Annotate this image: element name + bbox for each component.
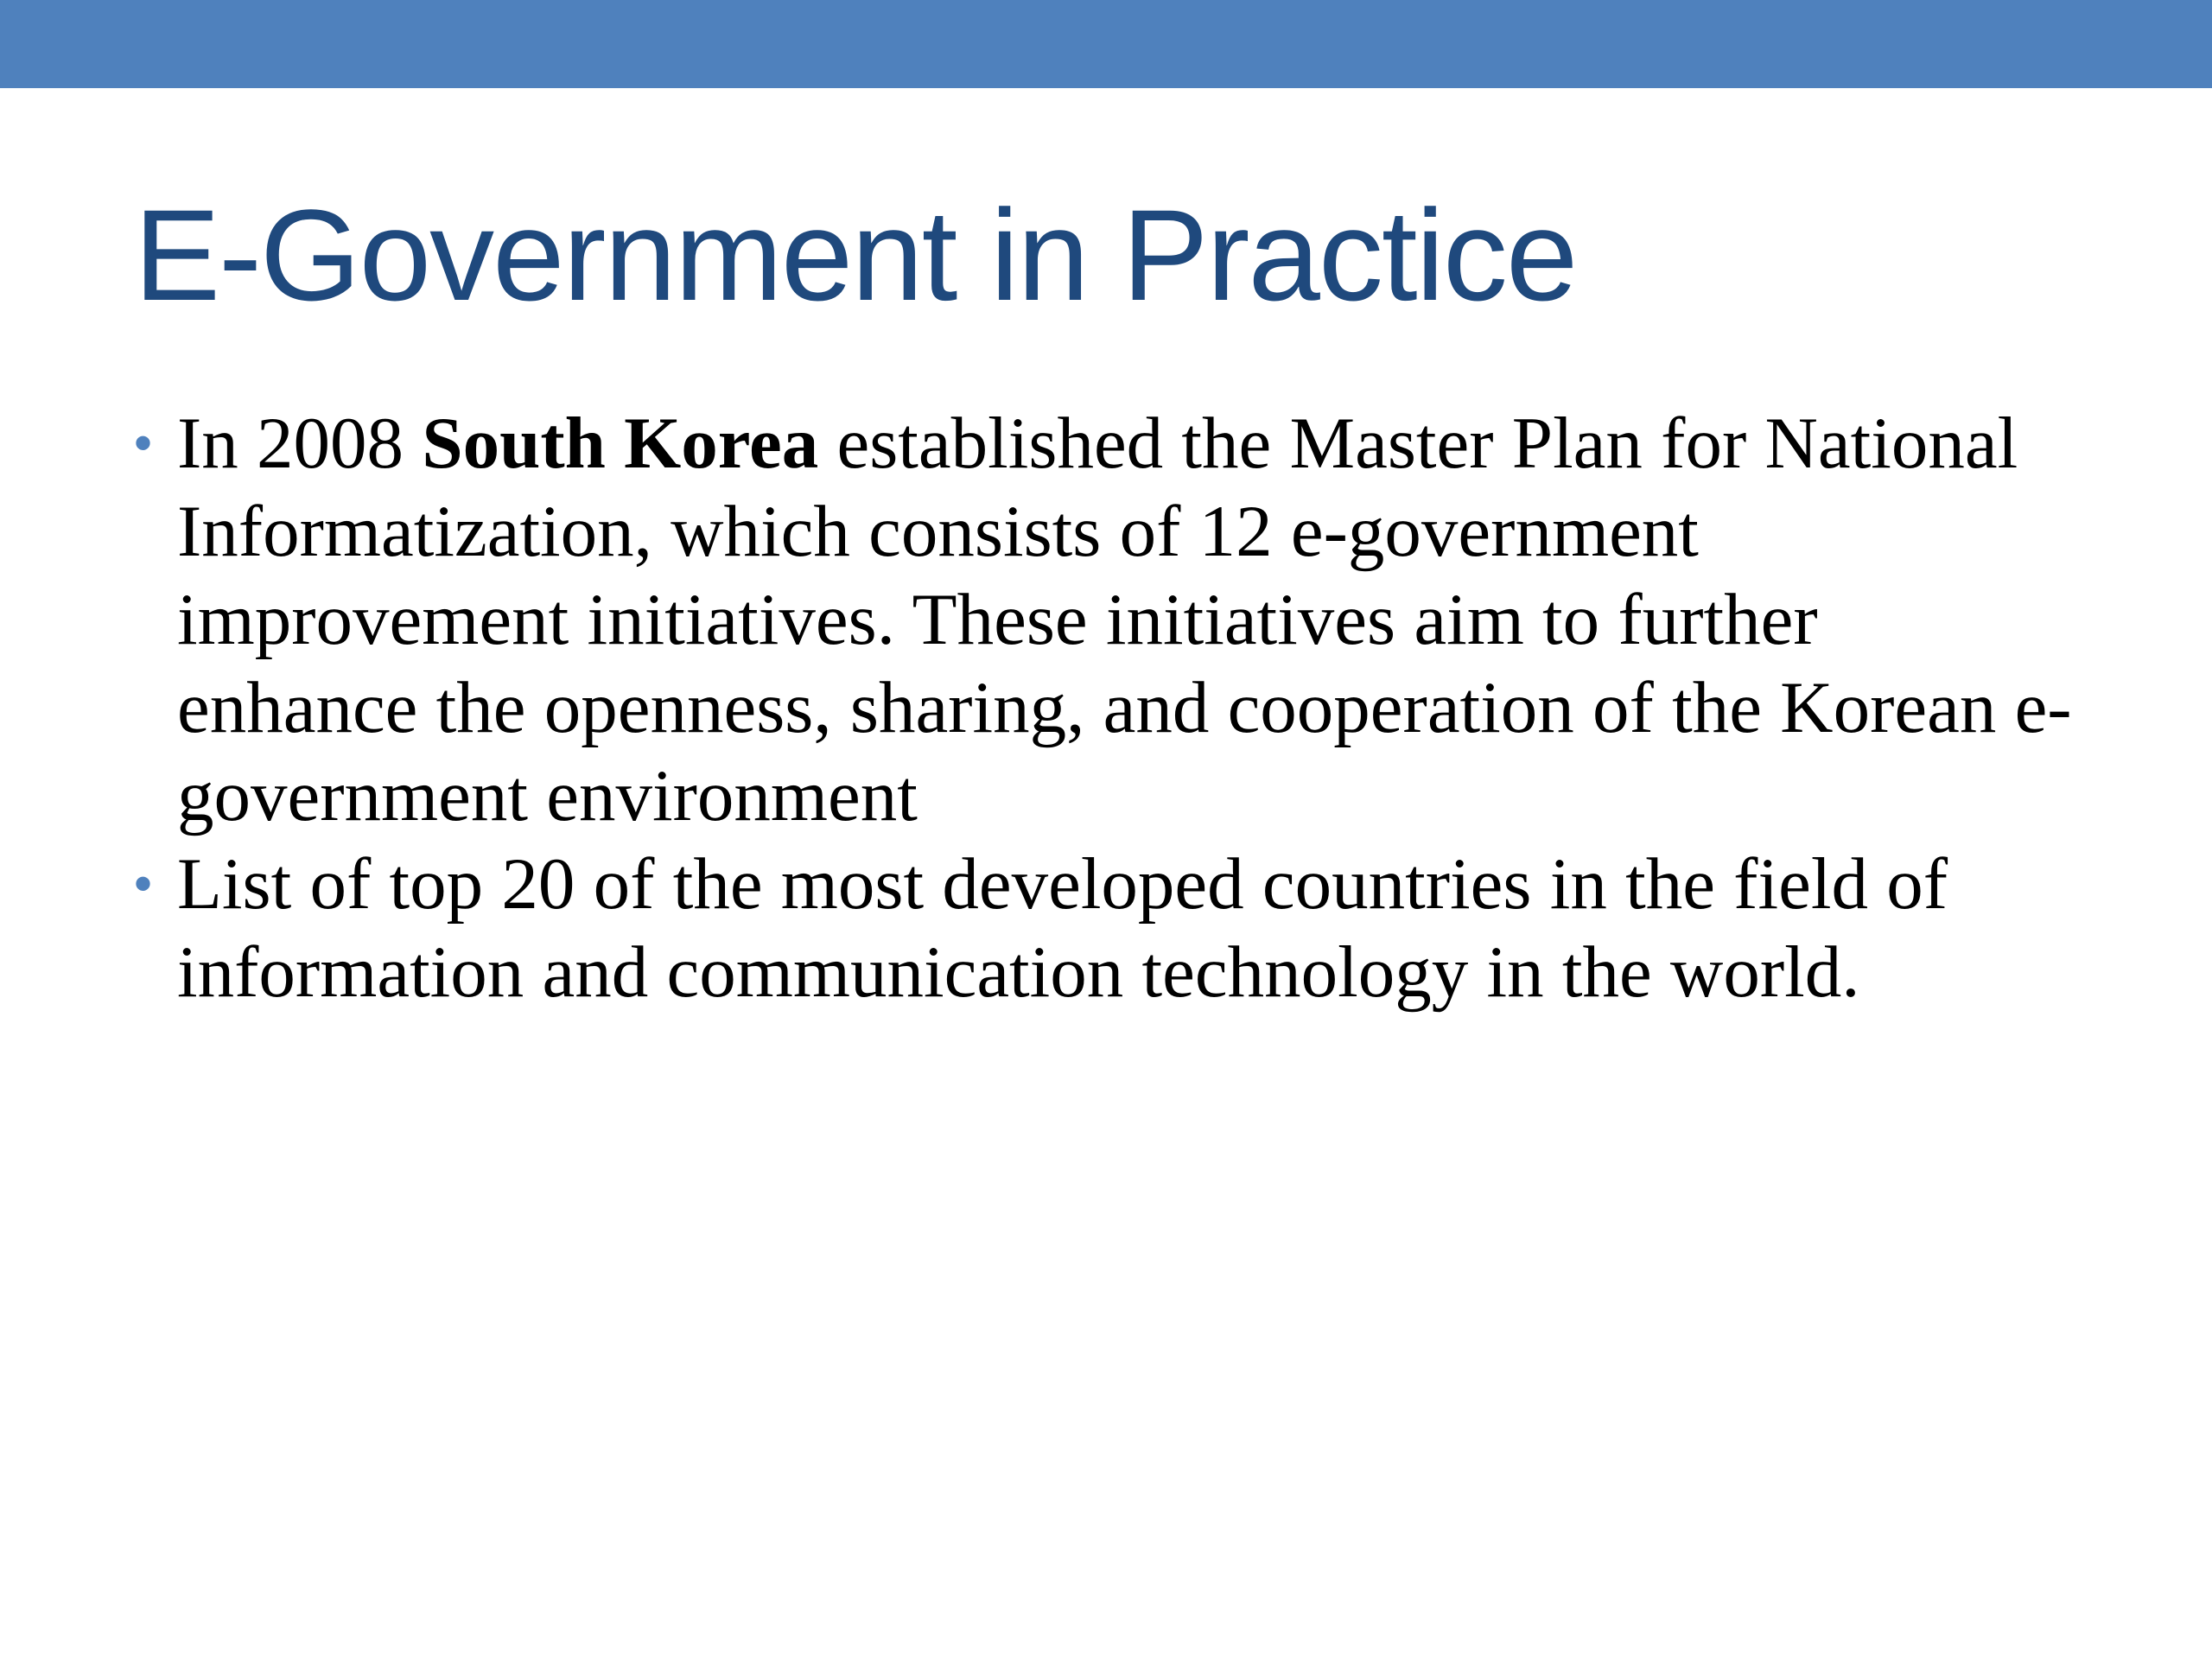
- bullet-line: improvement initiatives. These initiatives aim to further: [177, 579, 1818, 660]
- bullet-text: In 2008: [177, 403, 423, 484]
- bullet-list: [134, 399, 2121, 1016]
- header-accent-bar: [0, 0, 2212, 88]
- slide-title: E-Government in Practice: [134, 182, 1577, 327]
- bullet-line: [177, 399, 2121, 487]
- bullet-marker-icon: •: [134, 414, 153, 472]
- bullet-line: enhance the openness, sharing, and cooperation of the Korean e-: [177, 667, 2072, 748]
- bullet-line: information and communication technology in the world.: [177, 931, 1860, 1013]
- bullet-line: government environment: [177, 755, 918, 836]
- bullet-text: established the Master Plan for National: [818, 403, 2018, 484]
- bullet-item-south-korea: [134, 399, 2121, 840]
- bullet-item-top-20-list: [134, 840, 2121, 1016]
- bullet-line: Informatization, which consists of 12 e-government: [177, 491, 1699, 572]
- bullet-bold-text: South Korea: [422, 403, 819, 484]
- bullet-line: List of top 20 of the most developed countries in the field of: [177, 843, 1948, 925]
- bullet-marker-icon: •: [134, 855, 153, 912]
